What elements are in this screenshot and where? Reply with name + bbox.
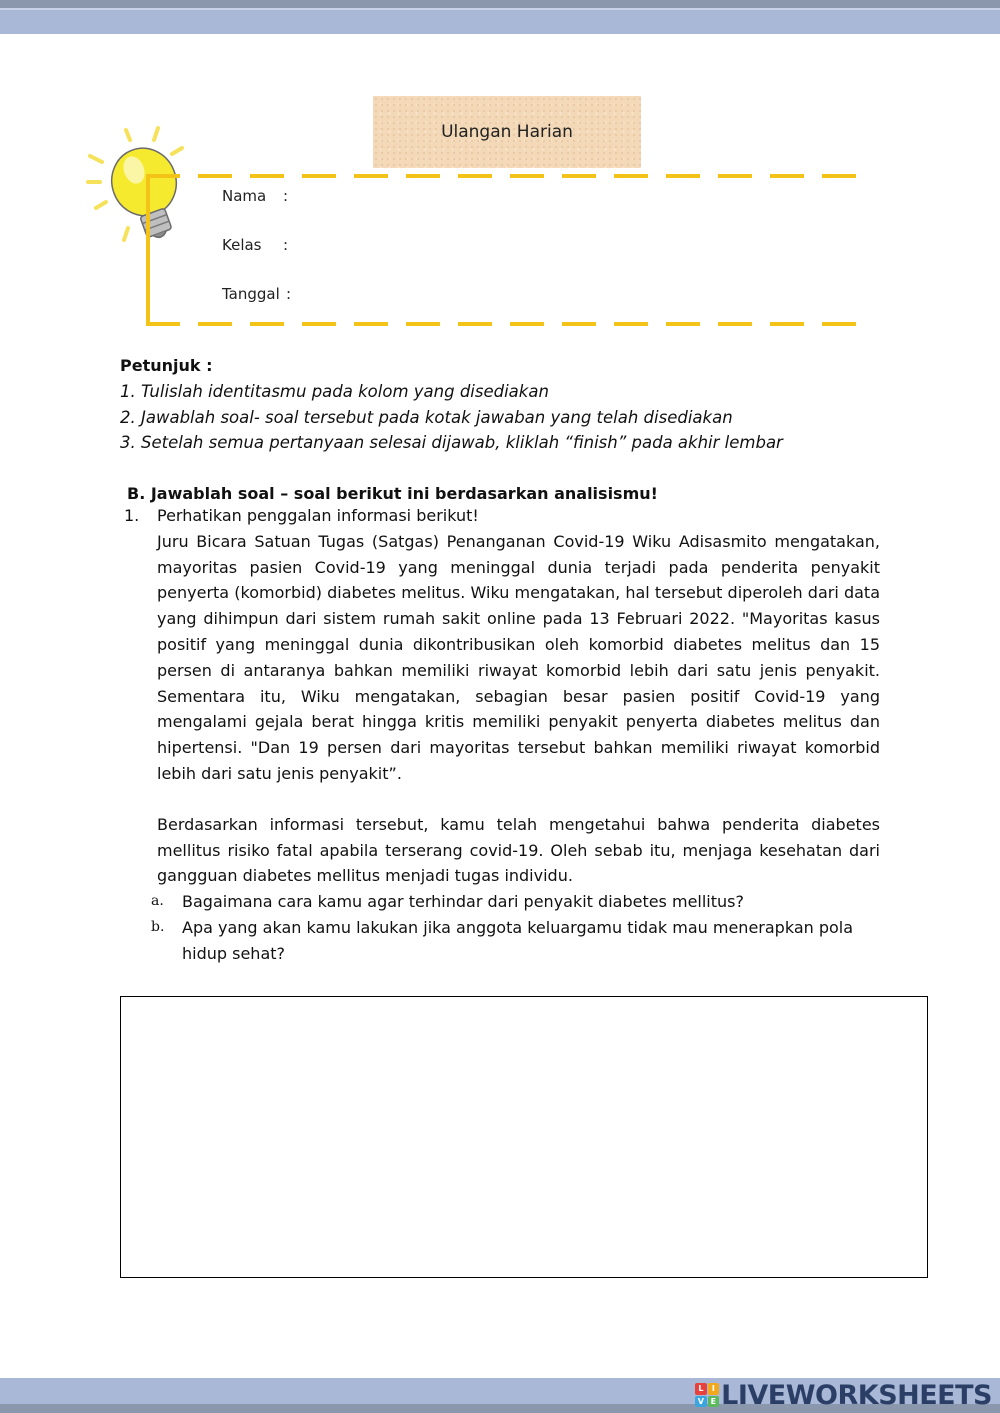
sub-question-b	[151, 915, 880, 967]
sub-question-letter: a.	[151, 893, 164, 910]
sub-question-text: Apa yang akan kamu lakukan jika anggota keluargamu tidak mau menerapkan pola hidup sehat?	[182, 917, 854, 963]
liveworksheets-logo-icon: L I V E	[695, 1383, 719, 1407]
sub-question-a	[151, 889, 880, 915]
sub-question-text: Bagaimana cara kamu agar terhindar dari penyakit diabetes mellitus?	[182, 892, 744, 912]
question-1	[120, 503, 880, 529]
date-field[interactable]	[222, 285, 292, 303]
title-banner	[373, 96, 641, 168]
class-label: Kelas	[222, 236, 262, 254]
name-field[interactable]	[222, 187, 289, 205]
section-title: B. Jawablah soal – soal berikut ini berdasarkan analisismu!	[127, 484, 658, 503]
class-field[interactable]	[222, 236, 289, 254]
page-title: Ulangan Harian	[441, 122, 573, 142]
sub-question-letter: b.	[151, 918, 165, 935]
top-bar	[0, 0, 1000, 34]
date-colon: :	[286, 285, 292, 303]
question-section	[120, 484, 880, 967]
brand-name: LIVEWORKSHEETS	[721, 1379, 992, 1411]
instruction-item: 2. Jawablah soal- soal tersebut pada kotak jawaban yang telah disediakan	[120, 407, 733, 427]
passage: Juru Bicara Satuan Tugas (Satgas) Penanganan Covid-19 Wiku Adisasmito mengatakan, mayoritas pasien Covid-19 yang meninggal dunia terjadi pada penderita penyakit penyerta (komorbid) diabetes melitus. Wiku mengatakan, hal tersebut diperoleh dari data yang dihimpun dari sistem rumah sakit online pada 13 Februari 2022. "Mayoritas kasus positif yang meninggal dunia dikontribusikan oleh komorbid diabetes melitus dan 15 persen di antaranya bahkan memiliki riwayat komorbid lebih dari satu jenis penyakit. Sementara itu, Wiku mengatakan, sebagian besar pasien positif Covid-19 yang mengalami gejala berat hingga kritis memiliki penyakit penyerta diabetes melitus dan hipertensi. "Dan 19 persen dari mayoritas tersebut bahkan memiliki riwayat komorbid lebih dari satu jenis penyakit”.	[157, 531, 880, 783]
answer-box[interactable]	[120, 996, 928, 1278]
name-label: Nama	[222, 187, 267, 205]
name-colon: :	[283, 187, 289, 205]
date-label: Tanggal	[222, 285, 280, 303]
instruction-item: 3. Setelah semua pertanyaan selesai dijawab, kliklah “finish” pada akhir lembar	[120, 433, 783, 452]
class-colon: :	[283, 236, 289, 254]
context-text: Berdasarkan informasi tersebut, kamu telah mengetahui bahwa penderita diabetes mellitus risiko fatal apabila terserang covid-19. Oleh sebab itu, menjaga kesehatan dari gangguan diabetes mellitus menjadi tugas individu.	[157, 814, 880, 886]
instructions	[120, 356, 783, 456]
question-number: 1.	[124, 506, 140, 525]
liveworksheets-brand[interactable]	[695, 1381, 992, 1409]
instructions-title: Petunjuk :	[120, 356, 213, 375]
question-intro: Perhatikan penggalan informasi berikut!	[157, 506, 479, 525]
instruction-item: 1. Tulislah identitasmu pada kolom yang disediakan	[120, 382, 549, 401]
